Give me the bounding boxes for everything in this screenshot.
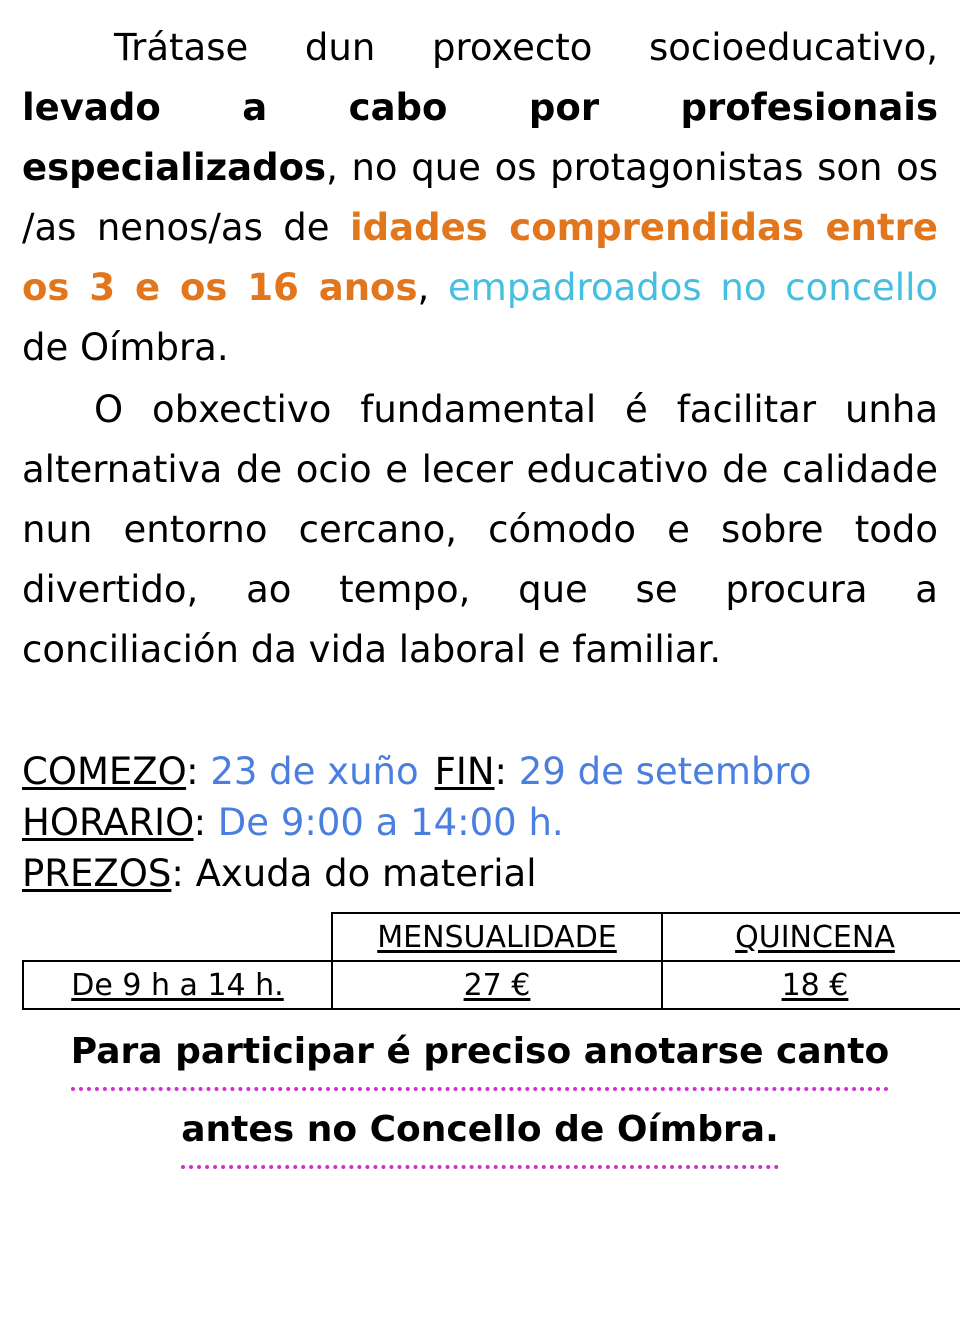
table-header-mensualidade-text: MENSUALIDADE [377, 919, 617, 955]
fin-value: 29 de setembro [518, 750, 812, 793]
table-cell-mensualidade-text: 27 € [463, 967, 531, 1003]
callout [22, 1022, 938, 1169]
table-row [23, 961, 960, 1009]
table-cell-quincena [662, 961, 960, 1009]
horario-value: De 9:00 a 14:00 h. [217, 801, 564, 844]
table-header-row [23, 913, 960, 961]
prezos-label: PREZOS [22, 852, 172, 895]
table-cell-quincena-text: 18 € [781, 967, 849, 1003]
info-line-horario [22, 797, 938, 848]
info-line-dates [22, 746, 938, 797]
prezos-colon: : [171, 852, 184, 895]
table-header-empty [23, 913, 332, 961]
table-cell-rowlabel [23, 961, 332, 1009]
info-line-prezos [22, 848, 938, 899]
horario-label: HORARIO [22, 801, 194, 844]
comezo-colon: : [186, 750, 199, 793]
table-cell-mensualidade [332, 961, 662, 1009]
fin-label: FIN [434, 750, 495, 793]
paragraph-intro [22, 18, 938, 378]
horario-colon: : [193, 801, 207, 844]
paragraph-intro-segment-orange: idades comprendidas entre os 3 e os 16 anos [22, 206, 938, 309]
fin-colon: : [494, 750, 507, 793]
callout-line-2: antes no Concello de Oímbra. [181, 1100, 779, 1169]
comezo-label: COMEZO [22, 750, 187, 793]
table-header-quincena [662, 913, 960, 961]
paragraph-intro-segment-comma: , [417, 266, 449, 309]
paragraph-intro-segment-plain-3: de Oímbra. [22, 326, 229, 369]
prezos-value: Axuda do material [195, 852, 537, 895]
prices-table [22, 912, 960, 1010]
paragraph-intro-segment-cyan: empadroados no concello [448, 266, 938, 309]
comezo-value: 23 de xuño [210, 750, 419, 793]
paragraph-intro-segment-bold: levado a cabo por profesionais especializados [22, 86, 938, 189]
table-cell-rowlabel-text: De 9 h a 14 h. [71, 967, 284, 1003]
paragraph-intro-segment-plain-1: Trátase dun proxecto socioeducativo, [114, 26, 938, 69]
info-block [22, 746, 938, 899]
callout-line-1: Para participar é preciso anotarse canto [71, 1022, 889, 1091]
paragraph-intro-segment-plain-2: , no que os protagonistas son os /as nenos/as de [22, 146, 938, 249]
table-header-quincena-text: QUINCENA [735, 919, 895, 955]
table-header-mensualidade [332, 913, 662, 961]
paragraph-objective: O obxectivo fundamental é facilitar unha alternativa de ocio e lecer educativo de calidade nun entorno cercano, cómodo e sobre todo divertido, ao tempo, que se procura a conciliación da vida laboral e familiar. [22, 388, 938, 671]
